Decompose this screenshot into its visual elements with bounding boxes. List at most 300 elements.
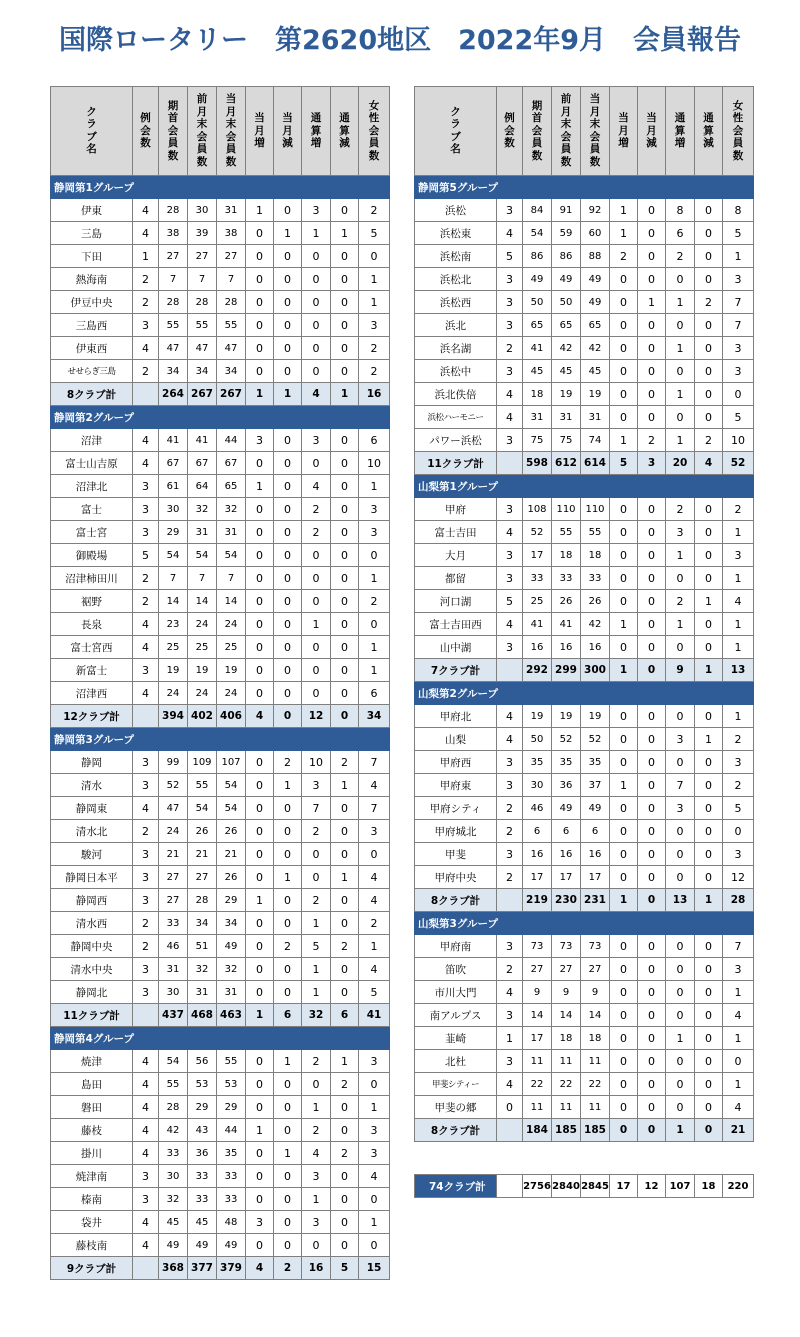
value-cell: 0 (723, 383, 754, 406)
value-cell: 26 (217, 866, 246, 889)
value-cell: 0 (638, 199, 666, 222)
club-row (51, 521, 390, 544)
header-label: 前月末会員数 (560, 93, 572, 168)
total-value: 300 (581, 659, 610, 682)
total-label: 7クラブ計 (415, 659, 497, 682)
value-cell: 56 (188, 1050, 217, 1073)
club-name-cell: 沼津 (51, 429, 133, 452)
value-cell: 0 (695, 406, 723, 429)
value-cell: 3 (497, 1004, 523, 1027)
value-cell: 1 (302, 981, 331, 1004)
value-cell: 30 (523, 774, 552, 797)
right-member-table (414, 86, 754, 1142)
group-name: 山梨第1グループ (415, 475, 754, 498)
value-cell: 1 (666, 337, 695, 360)
value-cell: 0 (638, 360, 666, 383)
total-value: 463 (217, 1004, 246, 1027)
total-value: 4 (246, 705, 274, 728)
value-cell: 0 (359, 1234, 390, 1257)
value-cell: 52 (523, 521, 552, 544)
club-name-cell: 駿河 (51, 843, 133, 866)
club-name-cell: 浜松北 (415, 268, 497, 291)
value-cell: 1 (610, 774, 638, 797)
value-cell: 0 (610, 498, 638, 521)
value-cell: 3 (359, 521, 390, 544)
value-cell: 55 (217, 314, 246, 337)
value-cell: 0 (331, 452, 359, 475)
value-cell: 0 (246, 866, 274, 889)
value-cell: 4 (359, 958, 390, 981)
value-cell: 60 (581, 222, 610, 245)
value-cell: 65 (552, 314, 581, 337)
value-cell: 0 (274, 268, 302, 291)
club-name-cell: 都留 (415, 567, 497, 590)
grand-total-value: 220 (723, 1175, 754, 1198)
total-label: 8クラブ計 (415, 889, 497, 912)
value-cell: 0 (246, 1073, 274, 1096)
value-cell: 0 (695, 199, 723, 222)
total-value: 13 (723, 659, 754, 682)
value-cell: 11 (552, 1050, 581, 1073)
group-header-row (51, 728, 390, 751)
club-row (51, 452, 390, 475)
total-value: 406 (217, 705, 246, 728)
value-cell: 29 (217, 1096, 246, 1119)
value-cell: 0 (274, 498, 302, 521)
group-header-row (51, 1027, 390, 1050)
group-total-row (415, 1119, 754, 1142)
value-cell: 0 (359, 613, 390, 636)
value-cell: 3 (666, 521, 695, 544)
value-cell: 49 (523, 268, 552, 291)
value-cell: 7 (159, 567, 188, 590)
value-cell: 0 (274, 337, 302, 360)
club-name-cell: 沼津西 (51, 682, 133, 705)
value-cell: 23 (159, 613, 188, 636)
value-cell: 29 (159, 521, 188, 544)
value-cell: 19 (581, 705, 610, 728)
total-value: 231 (581, 889, 610, 912)
value-cell: 2 (274, 935, 302, 958)
value-cell: 35 (217, 1142, 246, 1165)
value-cell: 7 (666, 774, 695, 797)
value-cell: 0 (666, 406, 695, 429)
total-label: 11クラブ計 (415, 452, 497, 475)
value-cell: 0 (331, 1165, 359, 1188)
total-value: 402 (188, 705, 217, 728)
value-cell: 0 (610, 314, 638, 337)
value-cell: 0 (610, 935, 638, 958)
value-cell: 34 (188, 360, 217, 383)
value-cell: 54 (523, 222, 552, 245)
value-cell: 0 (246, 544, 274, 567)
club-name-cell: 甲府東 (415, 774, 497, 797)
header-cell (552, 87, 581, 176)
value-cell: 0 (274, 912, 302, 935)
group-name: 山梨第3グループ (415, 912, 754, 935)
value-cell: 0 (246, 222, 274, 245)
value-cell: 1 (666, 613, 695, 636)
value-cell: 0 (695, 636, 723, 659)
value-cell: 0 (274, 544, 302, 567)
value-cell: 2 (610, 245, 638, 268)
value-cell: 0 (638, 406, 666, 429)
value-cell: 3 (302, 774, 331, 797)
value-cell: 0 (359, 1073, 390, 1096)
club-name-cell: 山中湖 (415, 636, 497, 659)
value-cell: 0 (274, 567, 302, 590)
total-value (133, 1004, 159, 1027)
value-cell: 27 (159, 889, 188, 912)
value-cell: 3 (497, 567, 523, 590)
value-cell: 0 (610, 360, 638, 383)
value-cell: 42 (581, 337, 610, 360)
group-header-row (415, 682, 754, 705)
value-cell: 17 (581, 866, 610, 889)
value-cell: 0 (246, 843, 274, 866)
value-cell: 34 (159, 360, 188, 383)
value-cell: 0 (274, 1165, 302, 1188)
value-cell: 0 (331, 820, 359, 843)
value-cell: 0 (610, 567, 638, 590)
value-cell: 110 (552, 498, 581, 521)
value-cell: 31 (217, 199, 246, 222)
value-cell: 3 (497, 1050, 523, 1073)
total-value: 1 (695, 889, 723, 912)
value-cell: 17 (523, 544, 552, 567)
header-cell (159, 87, 188, 176)
value-cell: 28 (159, 291, 188, 314)
value-cell: 49 (581, 797, 610, 820)
value-cell: 19 (217, 659, 246, 682)
value-cell: 1 (666, 291, 695, 314)
value-cell: 33 (552, 567, 581, 590)
value-cell: 1 (723, 1027, 754, 1050)
value-cell: 3 (497, 429, 523, 452)
club-row (415, 337, 754, 360)
club-name-cell: 三島西 (51, 314, 133, 337)
value-cell: 0 (331, 797, 359, 820)
value-cell: 1 (723, 981, 754, 1004)
value-cell: 26 (188, 820, 217, 843)
value-cell: 6 (523, 820, 552, 843)
value-cell: 0 (331, 613, 359, 636)
value-cell: 54 (188, 544, 217, 567)
total-value: 185 (581, 1119, 610, 1142)
value-cell: 54 (159, 1050, 188, 1073)
value-cell: 39 (188, 222, 217, 245)
value-cell: 0 (331, 521, 359, 544)
club-row (51, 912, 390, 935)
total-label: 8クラブ計 (415, 1119, 497, 1142)
value-cell: 92 (581, 199, 610, 222)
total-value: 184 (523, 1119, 552, 1142)
value-cell: 3 (133, 475, 159, 498)
value-cell: 7 (302, 797, 331, 820)
group-name: 静岡第2グループ (51, 406, 390, 429)
value-cell: 1 (246, 1119, 274, 1142)
value-cell: 0 (695, 521, 723, 544)
value-cell: 0 (695, 360, 723, 383)
club-name-cell: 焼津 (51, 1050, 133, 1073)
value-cell: 27 (552, 958, 581, 981)
total-value: 468 (188, 1004, 217, 1027)
total-value: 4 (246, 1257, 274, 1280)
value-cell: 0 (246, 360, 274, 383)
value-cell: 1 (359, 291, 390, 314)
club-name-cell: 浜松東 (415, 222, 497, 245)
value-cell: 10 (302, 751, 331, 774)
total-value: 264 (159, 383, 188, 406)
value-cell: 0 (274, 1188, 302, 1211)
value-cell: 5 (497, 590, 523, 613)
value-cell: 0 (666, 751, 695, 774)
value-cell: 0 (638, 843, 666, 866)
value-cell: 3 (723, 843, 754, 866)
value-cell: 1 (302, 1096, 331, 1119)
club-name-cell: 甲斐の郷 (415, 1096, 497, 1119)
header-label: 女性会員数 (368, 99, 380, 162)
value-cell: 0 (638, 1004, 666, 1027)
value-cell: 0 (610, 728, 638, 751)
value-cell: 0 (331, 199, 359, 222)
value-cell: 0 (638, 751, 666, 774)
value-cell: 3 (133, 1165, 159, 1188)
value-cell: 0 (274, 958, 302, 981)
value-cell: 0 (638, 222, 666, 245)
value-cell: 1 (302, 1188, 331, 1211)
header-label: 当月末会員数 (225, 93, 237, 168)
value-cell: 2 (723, 774, 754, 797)
value-cell: 0 (274, 613, 302, 636)
total-value: 20 (666, 452, 695, 475)
value-cell: 0 (638, 268, 666, 291)
value-cell: 7 (359, 751, 390, 774)
value-cell: 0 (638, 498, 666, 521)
value-cell: 0 (246, 1165, 274, 1188)
value-cell: 54 (159, 544, 188, 567)
value-cell: 0 (274, 291, 302, 314)
total-value: 1 (246, 383, 274, 406)
club-name-cell: 御殿場 (51, 544, 133, 567)
header-cell (274, 87, 302, 176)
value-cell: 0 (274, 199, 302, 222)
value-cell: 0 (610, 797, 638, 820)
value-cell: 2 (302, 889, 331, 912)
value-cell: 65 (217, 475, 246, 498)
value-cell: 0 (695, 314, 723, 337)
club-name-cell: 三島 (51, 222, 133, 245)
value-cell: 0 (610, 636, 638, 659)
club-name-cell: 長泉 (51, 613, 133, 636)
header-label: 当月末会員数 (589, 93, 601, 168)
club-row (51, 889, 390, 912)
club-name-cell: 甲府中央 (415, 866, 497, 889)
club-row (51, 245, 390, 268)
value-cell: 34 (217, 912, 246, 935)
value-cell: 1 (359, 659, 390, 682)
value-cell: 16 (552, 843, 581, 866)
club-name-cell: 裾野 (51, 590, 133, 613)
value-cell: 0 (274, 1211, 302, 1234)
value-cell: 5 (723, 222, 754, 245)
value-cell: 7 (188, 268, 217, 291)
total-value: 4 (302, 383, 331, 406)
value-cell: 27 (581, 958, 610, 981)
value-cell: 7 (723, 314, 754, 337)
club-row (415, 222, 754, 245)
value-cell: 4 (133, 636, 159, 659)
value-cell: 51 (188, 935, 217, 958)
total-value: 21 (723, 1119, 754, 1142)
value-cell: 0 (610, 751, 638, 774)
header-cell (723, 87, 754, 176)
value-cell: 14 (523, 1004, 552, 1027)
value-cell: 3 (133, 498, 159, 521)
value-cell: 33 (217, 1188, 246, 1211)
value-cell: 0 (610, 1050, 638, 1073)
value-cell: 3 (497, 498, 523, 521)
value-cell: 0 (666, 1004, 695, 1027)
value-cell: 65 (581, 314, 610, 337)
value-cell: 16 (581, 636, 610, 659)
grand-total-table (414, 1174, 754, 1198)
header-cell (610, 87, 638, 176)
value-cell: 18 (581, 544, 610, 567)
value-cell: 5 (723, 406, 754, 429)
header-cell (415, 87, 497, 176)
club-name-cell: 浜松南 (415, 245, 497, 268)
club-row (415, 590, 754, 613)
value-cell: 30 (159, 1165, 188, 1188)
value-cell: 0 (331, 889, 359, 912)
value-cell: 0 (331, 659, 359, 682)
value-cell: 4 (723, 590, 754, 613)
value-cell: 2 (331, 1073, 359, 1096)
club-name-cell: 伊東 (51, 199, 133, 222)
value-cell: 0 (610, 337, 638, 360)
value-cell: 65 (523, 314, 552, 337)
value-cell: 1 (274, 1142, 302, 1165)
total-value: 52 (723, 452, 754, 475)
value-cell: 0 (610, 820, 638, 843)
value-cell: 34 (217, 360, 246, 383)
club-row (415, 958, 754, 981)
value-cell: 0 (246, 912, 274, 935)
value-cell: 0 (331, 958, 359, 981)
value-cell: 3 (359, 314, 390, 337)
value-cell: 2 (359, 199, 390, 222)
value-cell: 0 (302, 314, 331, 337)
value-cell: 42 (552, 337, 581, 360)
club-row (51, 360, 390, 383)
value-cell: 33 (523, 567, 552, 590)
value-cell: 0 (638, 705, 666, 728)
value-cell: 31 (159, 958, 188, 981)
value-cell: 6 (359, 429, 390, 452)
value-cell: 3 (359, 1050, 390, 1073)
value-cell: 0 (695, 567, 723, 590)
value-cell: 45 (552, 360, 581, 383)
value-cell: 47 (159, 337, 188, 360)
value-cell: 0 (246, 314, 274, 337)
total-value: 377 (188, 1257, 217, 1280)
value-cell: 0 (723, 1050, 754, 1073)
value-cell: 36 (552, 774, 581, 797)
grand-total-value: 107 (666, 1175, 695, 1198)
value-cell: 6 (666, 222, 695, 245)
total-value: 4 (695, 452, 723, 475)
value-cell: 17 (552, 866, 581, 889)
club-name-cell: 浜松 (415, 199, 497, 222)
group-header-row (51, 406, 390, 429)
value-cell: 37 (581, 774, 610, 797)
value-cell: 30 (159, 981, 188, 1004)
club-row (51, 958, 390, 981)
value-cell: 0 (302, 268, 331, 291)
value-cell: 33 (188, 1165, 217, 1188)
value-cell: 0 (695, 544, 723, 567)
total-value: 185 (552, 1119, 581, 1142)
value-cell: 1 (302, 958, 331, 981)
value-cell: 0 (302, 866, 331, 889)
total-value: 2 (274, 1257, 302, 1280)
value-cell: 38 (217, 222, 246, 245)
club-row (415, 268, 754, 291)
group-header-row (415, 475, 754, 498)
value-cell: 0 (302, 337, 331, 360)
value-cell: 12 (723, 866, 754, 889)
value-cell: 1 (610, 429, 638, 452)
value-cell: 4 (133, 1142, 159, 1165)
value-cell: 4 (133, 1234, 159, 1257)
value-cell: 2 (359, 337, 390, 360)
value-cell: 0 (610, 958, 638, 981)
club-row (51, 199, 390, 222)
total-value: 5 (610, 452, 638, 475)
header-cell (695, 87, 723, 176)
value-cell: 0 (359, 544, 390, 567)
value-cell: 4 (133, 1050, 159, 1073)
value-cell: 1 (610, 613, 638, 636)
value-cell: 0 (246, 590, 274, 613)
club-row (415, 429, 754, 452)
value-cell: 0 (359, 245, 390, 268)
value-cell: 0 (610, 981, 638, 1004)
club-row (415, 521, 754, 544)
value-cell: 27 (188, 866, 217, 889)
club-name-cell: 静岡西 (51, 889, 133, 912)
value-cell: 0 (274, 360, 302, 383)
total-value: 0 (274, 705, 302, 728)
value-cell: 0 (246, 567, 274, 590)
value-cell: 5 (302, 935, 331, 958)
club-name-cell: 大月 (415, 544, 497, 567)
group-total-row (51, 383, 390, 406)
value-cell: 0 (666, 314, 695, 337)
value-cell: 2 (359, 590, 390, 613)
club-name-cell: 甲府南 (415, 935, 497, 958)
value-cell: 0 (246, 521, 274, 544)
page-title: 国際ロータリー 第2620地区 2022年9月 会員報告 (58, 25, 742, 56)
value-cell: 32 (159, 1188, 188, 1211)
club-row (51, 820, 390, 843)
value-cell: 0 (246, 797, 274, 820)
value-cell: 107 (217, 751, 246, 774)
value-cell: 11 (523, 1096, 552, 1119)
club-name-cell: 浜松ハーモニー (415, 406, 497, 429)
total-value (133, 1257, 159, 1280)
